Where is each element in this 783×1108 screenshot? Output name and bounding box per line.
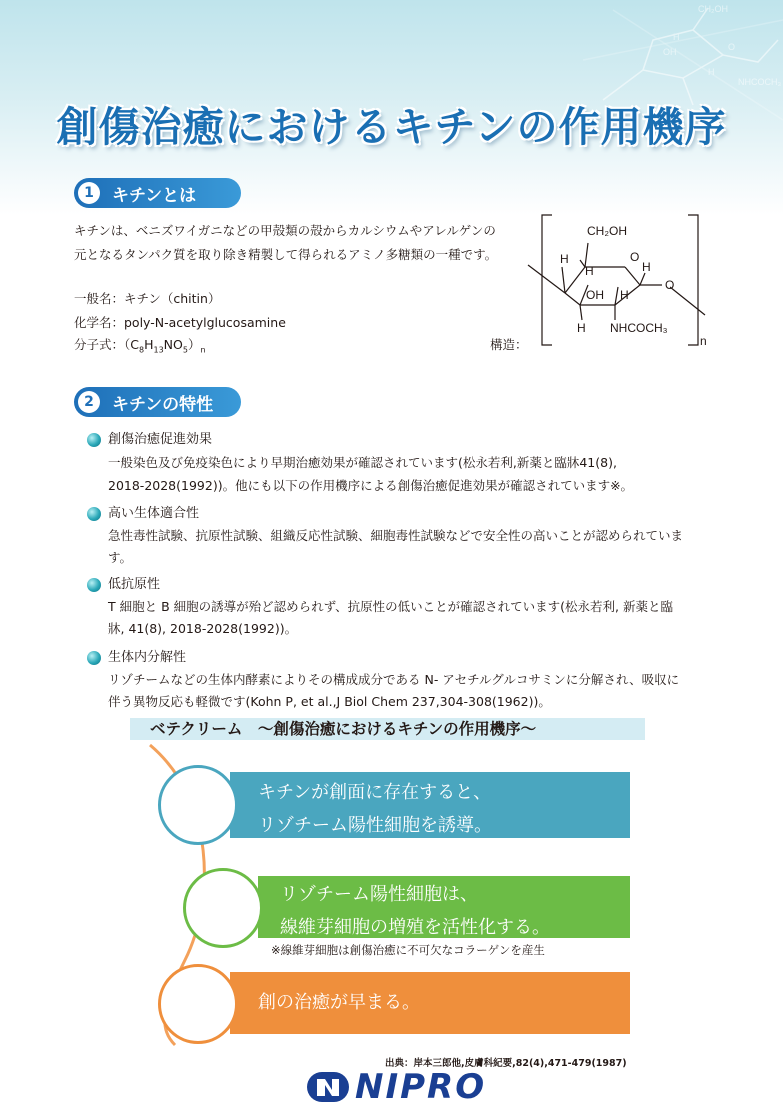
svg-text:NHCOCH₃: NHCOCH₃	[738, 77, 782, 87]
property-line: 伴う異物反応も軽微です(Kohn P, et al.,J Biol Chem 237,304-308(1962))。	[108, 694, 551, 709]
structure-o-link: O	[665, 278, 675, 292]
svg-text:H: H	[708, 67, 715, 77]
structure-n: n	[700, 334, 707, 348]
property-heading: 生体内分解性	[108, 650, 187, 665]
step-circle-2	[183, 868, 263, 948]
svg-text:O: O	[728, 42, 736, 52]
structure-label: 構造：	[490, 337, 528, 352]
structure-h5: H	[577, 321, 586, 335]
mechanism-step-1: キチンが創面に存在すると、 リゾチーム陽性細胞を誘導。	[230, 772, 630, 838]
property-line: T 細胞と B 細胞の誘導が殆ど認められず、抗原性の低いことが確認されています(松永若利, 新薬と臨	[108, 599, 673, 614]
structure-h2: H	[585, 264, 594, 278]
general-name: 一般名：キチン（chitin）	[74, 291, 221, 306]
structure-h1: H	[560, 252, 569, 266]
svg-text:OH: OH	[663, 47, 677, 57]
property-heading: 高い生体適合性	[108, 506, 200, 521]
mechanism-step-3: 創の治癒が早まる。	[230, 972, 630, 1034]
property-heading: 低抗原性	[108, 577, 161, 592]
source-citation: 出典：岸本三郎他,皮膚科紀要,82(4),471-479(1987)	[385, 1058, 627, 1069]
property-line: リゾチームなどの生体内酵素によりその構成成分である N- アセチルグルコサミンに分解され、吸収に	[108, 672, 680, 687]
step-circle-1	[158, 765, 238, 845]
structure-h4: H	[620, 288, 629, 302]
structure-ch2oh: CH₂OH	[587, 224, 627, 238]
mechanism-banner: ベテクリーム 〜創傷治癒におけるキチンの作用機序〜	[130, 718, 645, 740]
nipro-logo	[305, 1068, 486, 1106]
svg-text:H: H	[673, 32, 680, 42]
section1-desc-line1: キチンは、ベニズワイガニなどの甲殻類の殻からカルシウムやアレルゲンの	[74, 223, 496, 238]
section1-title: キチンとは	[112, 185, 197, 206]
brand-name: NIPRO	[355, 1067, 487, 1107]
chemical-name: 化学名：poly-N-acetylglucosamine	[74, 315, 286, 330]
section1-desc-line2: 元となるタンパク質を取り除き精製して得られるアミノ多糖類の一種です。	[74, 247, 498, 262]
page-title: 創傷治癒におけるキチンの作用機序	[56, 103, 727, 151]
property-line: す。	[108, 550, 133, 565]
property-line: 2018-2028(1992))。他にも以下の作用機序による創傷治癒促進効果が確認されています※。	[108, 478, 634, 493]
structure-h3: H	[642, 260, 651, 274]
svg-text:CH₂OH: CH₂OH	[698, 4, 728, 14]
mechanism-note: ※線維芽細胞は創傷治癒に不可欠なコラーゲンを産生	[271, 943, 545, 957]
nipro-mark-icon	[305, 1070, 351, 1104]
property-heading: 創傷治癒促進効果	[108, 432, 213, 447]
step-circle-3	[158, 964, 238, 1044]
property-line: 牀, 41(8), 2018-2028(1992))。	[108, 621, 298, 636]
property-line: 一般染色及び免疫染色により早期治癒効果が確認されています(松永若利,新薬と臨牀41(8),	[108, 455, 617, 470]
molecular-formula: 分子式：$(C_8H_{13}NO_5)_n$	[74, 337, 206, 355]
structure-nhcoch3: NHCOCH₃	[610, 321, 668, 335]
mechanism-step-2: リゾチーム陽性細胞は、 線維芽細胞の増殖を活性化する。	[258, 876, 630, 938]
property-line: 急性毒性試験、抗原性試験、組織反応性試験、細胞毒性試験などで安全性の高いことが認められていま	[108, 528, 684, 543]
section1-number: 1	[78, 182, 100, 204]
structure-o-ring: O	[630, 250, 640, 264]
section2-number: 2	[78, 391, 100, 413]
section2-title: キチンの特性	[112, 394, 214, 415]
structure-oh: OH	[586, 288, 604, 302]
